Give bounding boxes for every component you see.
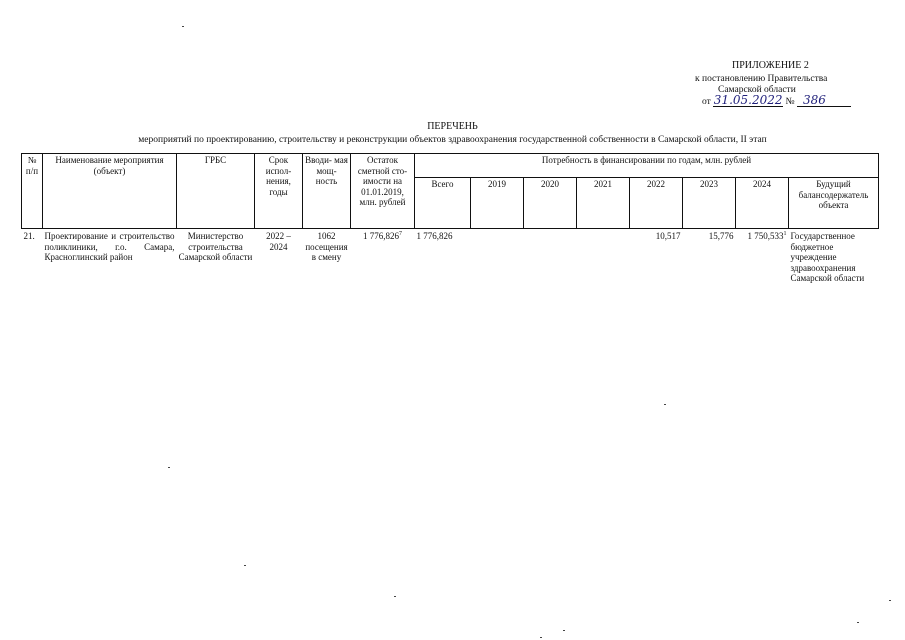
handwritten-number: 386 [797,95,851,107]
header-grbs: ГРБС [177,154,255,229]
number-prefix: № [785,97,795,107]
cell-future-holder: Государственное бюджетное учреждение здравоохранения Самарской области [790,231,865,283]
cell-name: Проектирование и строительство поликлиники, г.о. Самара, Красноглинский район [44,231,175,262]
appendix-region: Самарской области [718,85,796,95]
cell-remainder-value: 1 776,826 [363,231,399,241]
cell-num: 21. [23,231,35,241]
cell-2024 [736,229,789,285]
measures-table [21,153,879,285]
scan-speck [857,622,859,623]
cell-term: 2022 – 2024 [266,231,291,252]
header-year-2022: 2022 [630,178,683,229]
scan-speck [182,26,184,27]
table-row [22,229,879,285]
header-total: Всего [415,178,471,229]
document-subtitle: мероприятий по проектированию, строительству и реконструкции объектов здравоохранения государственной собственности в Самарской области, II этап [138,135,767,145]
appendix-resolution: к постановлению Правительства [695,74,828,84]
header-year-2019: 2019 [471,178,524,229]
scan-speck [889,600,891,601]
header-future-holder: Будущий балансодержатель объекта [789,178,879,229]
scan-speck [394,596,396,597]
header-name: Наименование мероприятия (объект) [43,154,177,229]
header-year-2021: 2021 [577,178,630,229]
cell-grbs: Министерство строительства Самарской области [178,231,253,262]
scan-speck [664,404,666,405]
header-remainder: Остаток сметной сто- имости на 01.01.2019, млн. рублей [351,154,415,229]
cell-2020 [524,229,577,285]
appendix-title: ПРИЛОЖЕНИЕ 2 [732,60,809,71]
header-capacity: Вводи- мая мощ- ность [303,154,351,229]
cell-remainder [351,229,415,285]
header-num: № п/п [22,154,43,229]
cell-2023: 15,776 [708,231,734,241]
header-year-2020: 2020 [524,178,577,229]
scan-speck [563,630,565,631]
footnote-mark: 7 [399,231,402,237]
header-year-2024: 2024 [736,178,789,229]
handwritten-date: 31.05.2022 [713,93,783,107]
date-prefix: от [702,97,711,107]
header-financing-need: Потребность в финансировании по годам, млн. рублей [415,154,879,178]
cell-2021 [577,229,630,285]
footnote-mark: 1 [783,231,787,237]
header-year-2023: 2023 [683,178,736,229]
scan-speck [540,637,542,638]
appendix-date-line [702,95,851,108]
cell-2022: 10,517 [655,231,681,241]
cell-capacity: 1062 посещения в смену [305,231,348,262]
scan-speck [244,565,246,566]
header-term: Срок испол- нения, годы [255,154,303,229]
cell-2024-value: 1 750,533 [747,231,784,241]
document-title: ПЕРЕЧЕНЬ [427,121,478,132]
scan-speck [168,467,170,468]
cell-2019 [471,229,524,285]
cell-total: 1 776,826 [416,231,453,241]
